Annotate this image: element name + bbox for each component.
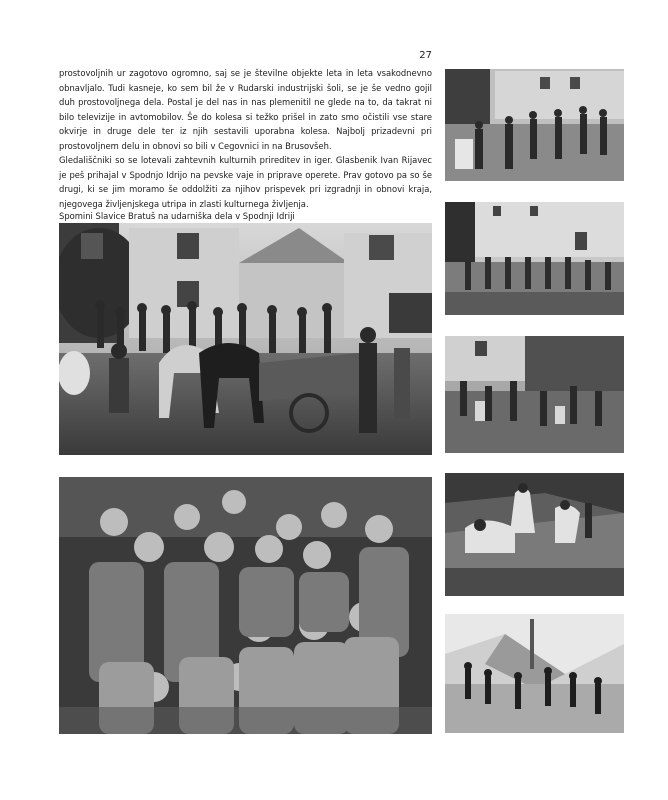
photo-right-3 (445, 336, 624, 453)
photo-right-5 (445, 614, 624, 733)
photo-right-2 (445, 202, 624, 315)
body-paragraph-2: Gledališčniki so se lotevali zahtevnih kulturnih prireditev in iger. Glasbenik Ivan Rijavec je peš prihajal v Spodnjo Idrijo na pevske vaje in priprave operete. Prav gotovo pa so še drugi, ki se jim moramo še oddolžiti za njihov prispevek pri izgradnji in obnovi kraja, njegovega življenjskega utripa in zlasti kulturnega življenja. (59, 155, 432, 209)
body-text (59, 66, 432, 211)
photo-right-4 (445, 473, 624, 596)
photo-group-portrait (59, 477, 432, 734)
photo-right-1 (445, 69, 624, 181)
photo-horse-cart (59, 223, 432, 455)
page-number: 27 (419, 50, 432, 61)
photo-caption: Spomini Slavice Bratuš na udarniška dela v Spodnji Idriji (59, 211, 295, 221)
body-paragraph-1: prostovoljnih ur zagotovo ogromno, saj se je številne objekte leta in leta vsakodnevno obnavljalo. Tudi kasneje, ko sem bil že v Rudarski industrijski šoli, se je še vedno gojil duh prostovoljnega dela. Postal je del nas in nas plemenitil ne glede na to, da takrat ni bilo televizije in avtomobilov. Še do kolesa si težko prišel in zato smo očistili vse stare okvirje in druge dele ter iz njih sestavili uporabna kolesa. Najbolj prizadevni pri prostovoljnem delu in obnovi so bili v Cegovnici in na Brusovšeh. (59, 68, 432, 151)
